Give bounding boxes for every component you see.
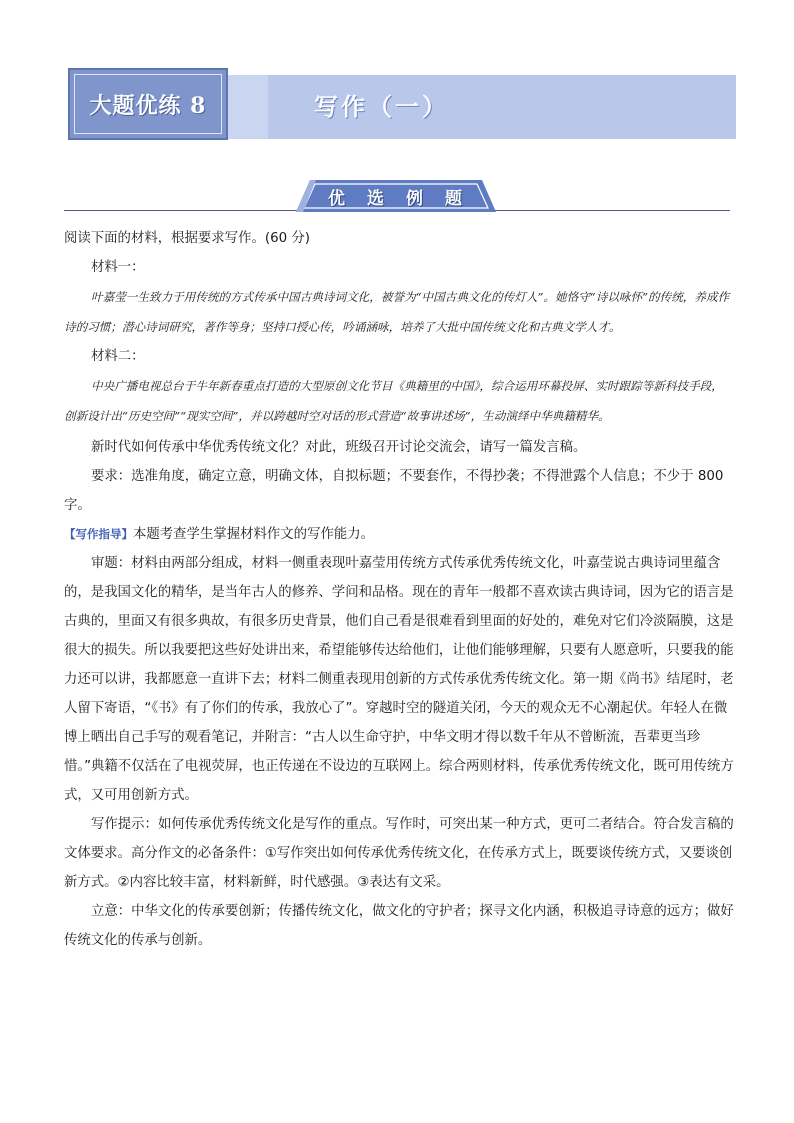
banner-tab	[68, 68, 228, 140]
badge-char: 优	[328, 188, 347, 209]
material2-text: 中央广播电视总台于牛年新春重点打造的大型原创文化节目《典籍里的中国》，综合运用环幕投屏、实时跟踪等新科技手段，创新设计出“历史空间”“现实空间”，并以跨越时空对话的形式营造“故事讲述场”，生动演绎中华典籍精华。	[64, 379, 723, 423]
requirements: 要求：选准角度，确定立意，明确文体，自拟标题；不要套作，不得抄袭；不得泄露个人信息；不少于 800 字。	[64, 469, 724, 513]
badge-char: 题	[445, 188, 464, 209]
guide-analysis: 审题：材料由两部分组成，材料一侧重表现叶嘉莹用传统方式传承优秀传统文化，叶嘉莹说古典诗词里蕴含的，是我国文化的精华，是当年古人的修养、学问和品格。现在的青年一般都不喜欢读古典诗词，因为它的语言是古典的，里面又有很多典故，有很多历史背景，他们自己看是很难看到里面的好处的，难免对它们冷淡隔膜，这是很大的损失。所以我要把这些好处讲出来，希望能够传达给他们，让他们能够理解，只要有人愿意听，只要我的能力还可以讲，我都愿意一直讲下去；材料二侧重表现用创新的方式传承优秀传统文化。第一期《尚书》结尾时，老人留下寄语，“《书》有了你们的传承，我放心了”。穿越时空的隧道关闭，今天的观众无不心潮起伏。年轻人在微博上晒出自己手写的观看笔记，并附言：“古人以生命守护，中华文明才得以数千年从不曾断流，吾辈更当珍惜。”典籍不仅活在了电视荧屏，也正传递在不设边的互联网上。综合两则材料，传承优秀传统文化，既可用传统方式，又可用创新方式。	[64, 556, 734, 803]
guide-tag: 【写作指导】	[64, 527, 133, 541]
guide-theme: 立意：中华文化的传承要创新；传播传统文化，做文化的守护者；探寻文化内涵，积极追寻诗意的远方；做好传统文化的传承与创新。	[64, 904, 734, 948]
badge-char: 例	[406, 188, 425, 209]
document-body	[64, 224, 734, 955]
page-title: 写作（一）	[314, 92, 449, 121]
material2-label: 材料二：	[91, 349, 145, 364]
material1-text: 叶嘉莹一生致力于用传统的方式传承中国古典诗词文化，被誉为“中国古典文化的传灯人”。她恪守“诗以咏怀”的传统，养成作诗的习惯；潜心诗词研究，著作等身；坚持口授心传，吟诵涵咏，培养了大批中国传统文化和古典文学人才。	[64, 290, 730, 334]
guide-tips: 写作提示：如何传承优秀传统文化是写作的重点。写作时，可突出某一种方式，更可二者结合。符合发言稿的文体要求。高分作文的必备条件：①写作突出如何传承优秀传统文化，在传承方式上，既要谈传统方式，又要谈创新方式。②内容比较丰富，材料新鲜，时代感强。③表达有文采。	[64, 817, 734, 890]
writing-prompt: 新时代如何传承中华优秀传统文化？对此，班级召开讨论交流会，请写一篇发言稿。	[91, 440, 587, 455]
guide-lead-text: 本题考查学生掌握材料作文的写作能力。	[133, 527, 375, 542]
guide-lead	[64, 520, 734, 549]
material1-label: 材料一：	[91, 260, 145, 275]
section-badge	[296, 178, 496, 214]
header-banner	[68, 68, 736, 144]
question-intro: 阅读下面的材料，根据要求写作。(60 分)	[64, 231, 310, 246]
badge-char: 选	[367, 188, 386, 209]
tab-label: 大题优练 8	[89, 92, 207, 119]
